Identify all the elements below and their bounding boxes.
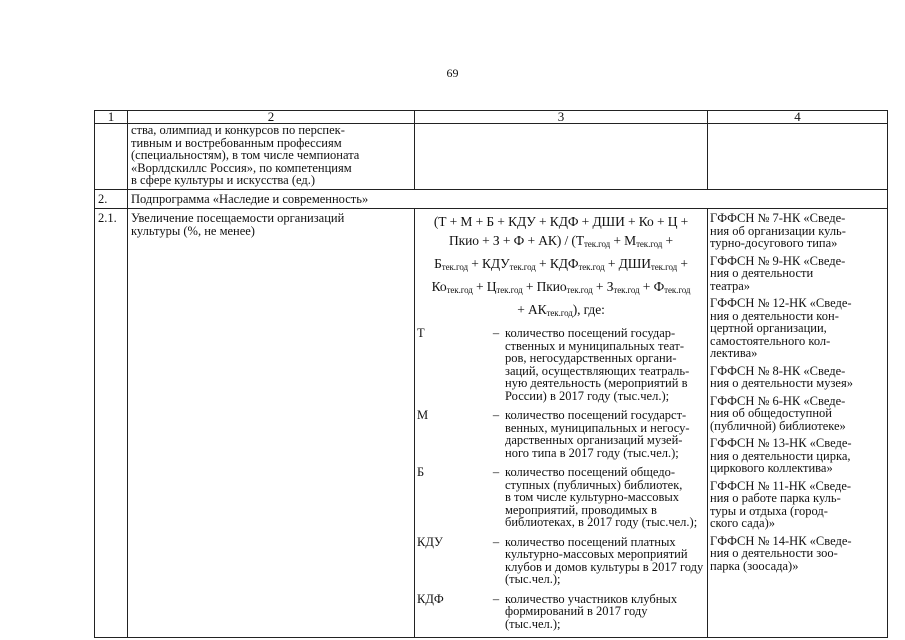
source-form: ГФФСН № 14-НК «Сведе- ния о деятельности зоо- парка (зоосада)» — [710, 533, 852, 573]
definition-abbr: Т — [417, 326, 425, 340]
continuation-formula-cell — [415, 124, 708, 190]
column-number-row — [95, 111, 888, 124]
formula-line-1: (Т + М + Б + КДУ + КДФ + ДШИ + Ко + Ц + — [433, 214, 689, 229]
subprogram-number: 2. — [95, 189, 128, 209]
definition-item — [417, 466, 705, 536]
subprogram-title: Подпрограмма «Наследие и современность» — [128, 189, 888, 209]
formula-line-2: Пкио + $З + Ф + АК) / (Т_{тек.год} + М_{тек.год}$ + — [448, 233, 674, 249]
continuation-source-cell — [708, 124, 888, 190]
name-line: (специальностям), в том числе чемпионата — [131, 148, 360, 162]
name-line: в сфере культуры и искусства (ед.) — [131, 173, 316, 187]
definitions-list — [417, 327, 705, 637]
source-form: ГФФСН № 6-НК «Сведе- ния об общедоступной (публичной) библиотеке» — [710, 393, 846, 433]
name-line: ства, олимпиад и конкурсов по перспек- — [131, 123, 345, 137]
row-number — [95, 124, 128, 190]
source-form: ГФФСН № 7-НК «Сведе- ния об организации куль- турно-досугового типа» — [710, 211, 846, 250]
formula — [417, 209, 705, 327]
definition-item — [417, 327, 705, 409]
source-form: ГФФСН № 9-НК «Сведе- ния о деятельности театра» — [710, 253, 846, 293]
definition-item — [417, 536, 705, 593]
definition-abbr: Б — [417, 465, 425, 479]
indicators-table — [94, 110, 888, 638]
name-line: тивным и востребованным профессиям — [131, 135, 342, 150]
continuation-row — [95, 124, 888, 190]
definition-abbr: КДФ — [417, 591, 444, 606]
definition-dash: – — [492, 534, 500, 549]
column-number-3: 3 — [415, 111, 708, 124]
source-form: ГФФСН № 8-НК «Сведе- ния о деятельности музея» — [710, 363, 853, 390]
source-form: ГФФСН № 13-НК «Сведе- ния о деятельности цирка, циркового коллектива» — [710, 436, 852, 475]
source-form: ГФФСН № 12-НК «Сведе- ния о деятельности кон- цертной организации, самостоятельного кол- лектива» — [710, 296, 852, 360]
definition-text: количество посещений платных культурно-массовых мероприятий клубов и домов культуры в 2017 году (тыс.чел.); — [505, 534, 704, 586]
subprogram-row — [95, 189, 888, 209]
name-line: «Ворлдскиллс Россия», по компетенциям — [131, 160, 352, 175]
definition-dash: – — [492, 326, 500, 340]
formula-line-5: + $АК_{тек.год}$), где: — [517, 302, 605, 318]
name-line: Увеличение посещаемости организаций — [131, 211, 345, 225]
column-number-1: 1 — [95, 111, 128, 124]
continuation-name — [128, 124, 415, 190]
formula-line-4: $Ко_{тек.год} + Ц_{тек.год}$ + Пкио$_{тек.год}$ + $З_{тек.год} + Ф_{тек.год}$ — [431, 279, 691, 295]
indicator-row — [95, 209, 888, 638]
indicator-formula-cell — [415, 209, 708, 638]
page-number: 69 — [446, 66, 459, 80]
column-number-4: 4 — [708, 111, 888, 124]
indicator-name — [128, 209, 415, 638]
definition-dash: – — [492, 591, 500, 606]
definition-text: количество участников клубных формирований в 2017 году (тыс.чел.); — [505, 591, 678, 631]
definition-item — [417, 409, 705, 466]
column-number-2: 2 — [128, 111, 415, 124]
formula-line-3: $Б_{тек.год} + КДУ_{тек.год} + КДФ_{тек.год} + ДШИ_{тек.год}$ + — [434, 256, 688, 272]
name-line: культуры (%, не менее) — [131, 223, 255, 238]
indicator-sources-cell — [708, 209, 888, 638]
indicator-number: 2.1. — [95, 209, 128, 638]
definition-abbr: КДУ — [417, 534, 443, 549]
definition-text: количество посещений государ- ственных и муниципальных теат- ров, негосударственных органи- заций, осуществляющих театраль- ную деятельность (мероприятий в России) в 2017 году (тыс.чел.); — [505, 326, 690, 403]
definition-dash: – — [492, 465, 500, 479]
definition-text: количество посещений общедо- ступных (публичных) библиотек, в том числе культурно-массовых мероприятий, проводимых в библиотеках, в 2017 году (тыс.чел.); — [505, 465, 698, 529]
source-form: ГФФСН № 11-НК «Сведе- ния о работе парка куль- туры и отдыха (город- ского сада)» — [710, 478, 852, 530]
definition-dash: – — [492, 408, 500, 422]
definition-abbr: М — [417, 408, 429, 422]
definition-text: количество посещений государст- венных, муниципальных и негосу- дарственных организаций музей- ного типа в 2017 году (тыс.чел.); — [505, 408, 690, 460]
definition-item — [417, 593, 705, 638]
